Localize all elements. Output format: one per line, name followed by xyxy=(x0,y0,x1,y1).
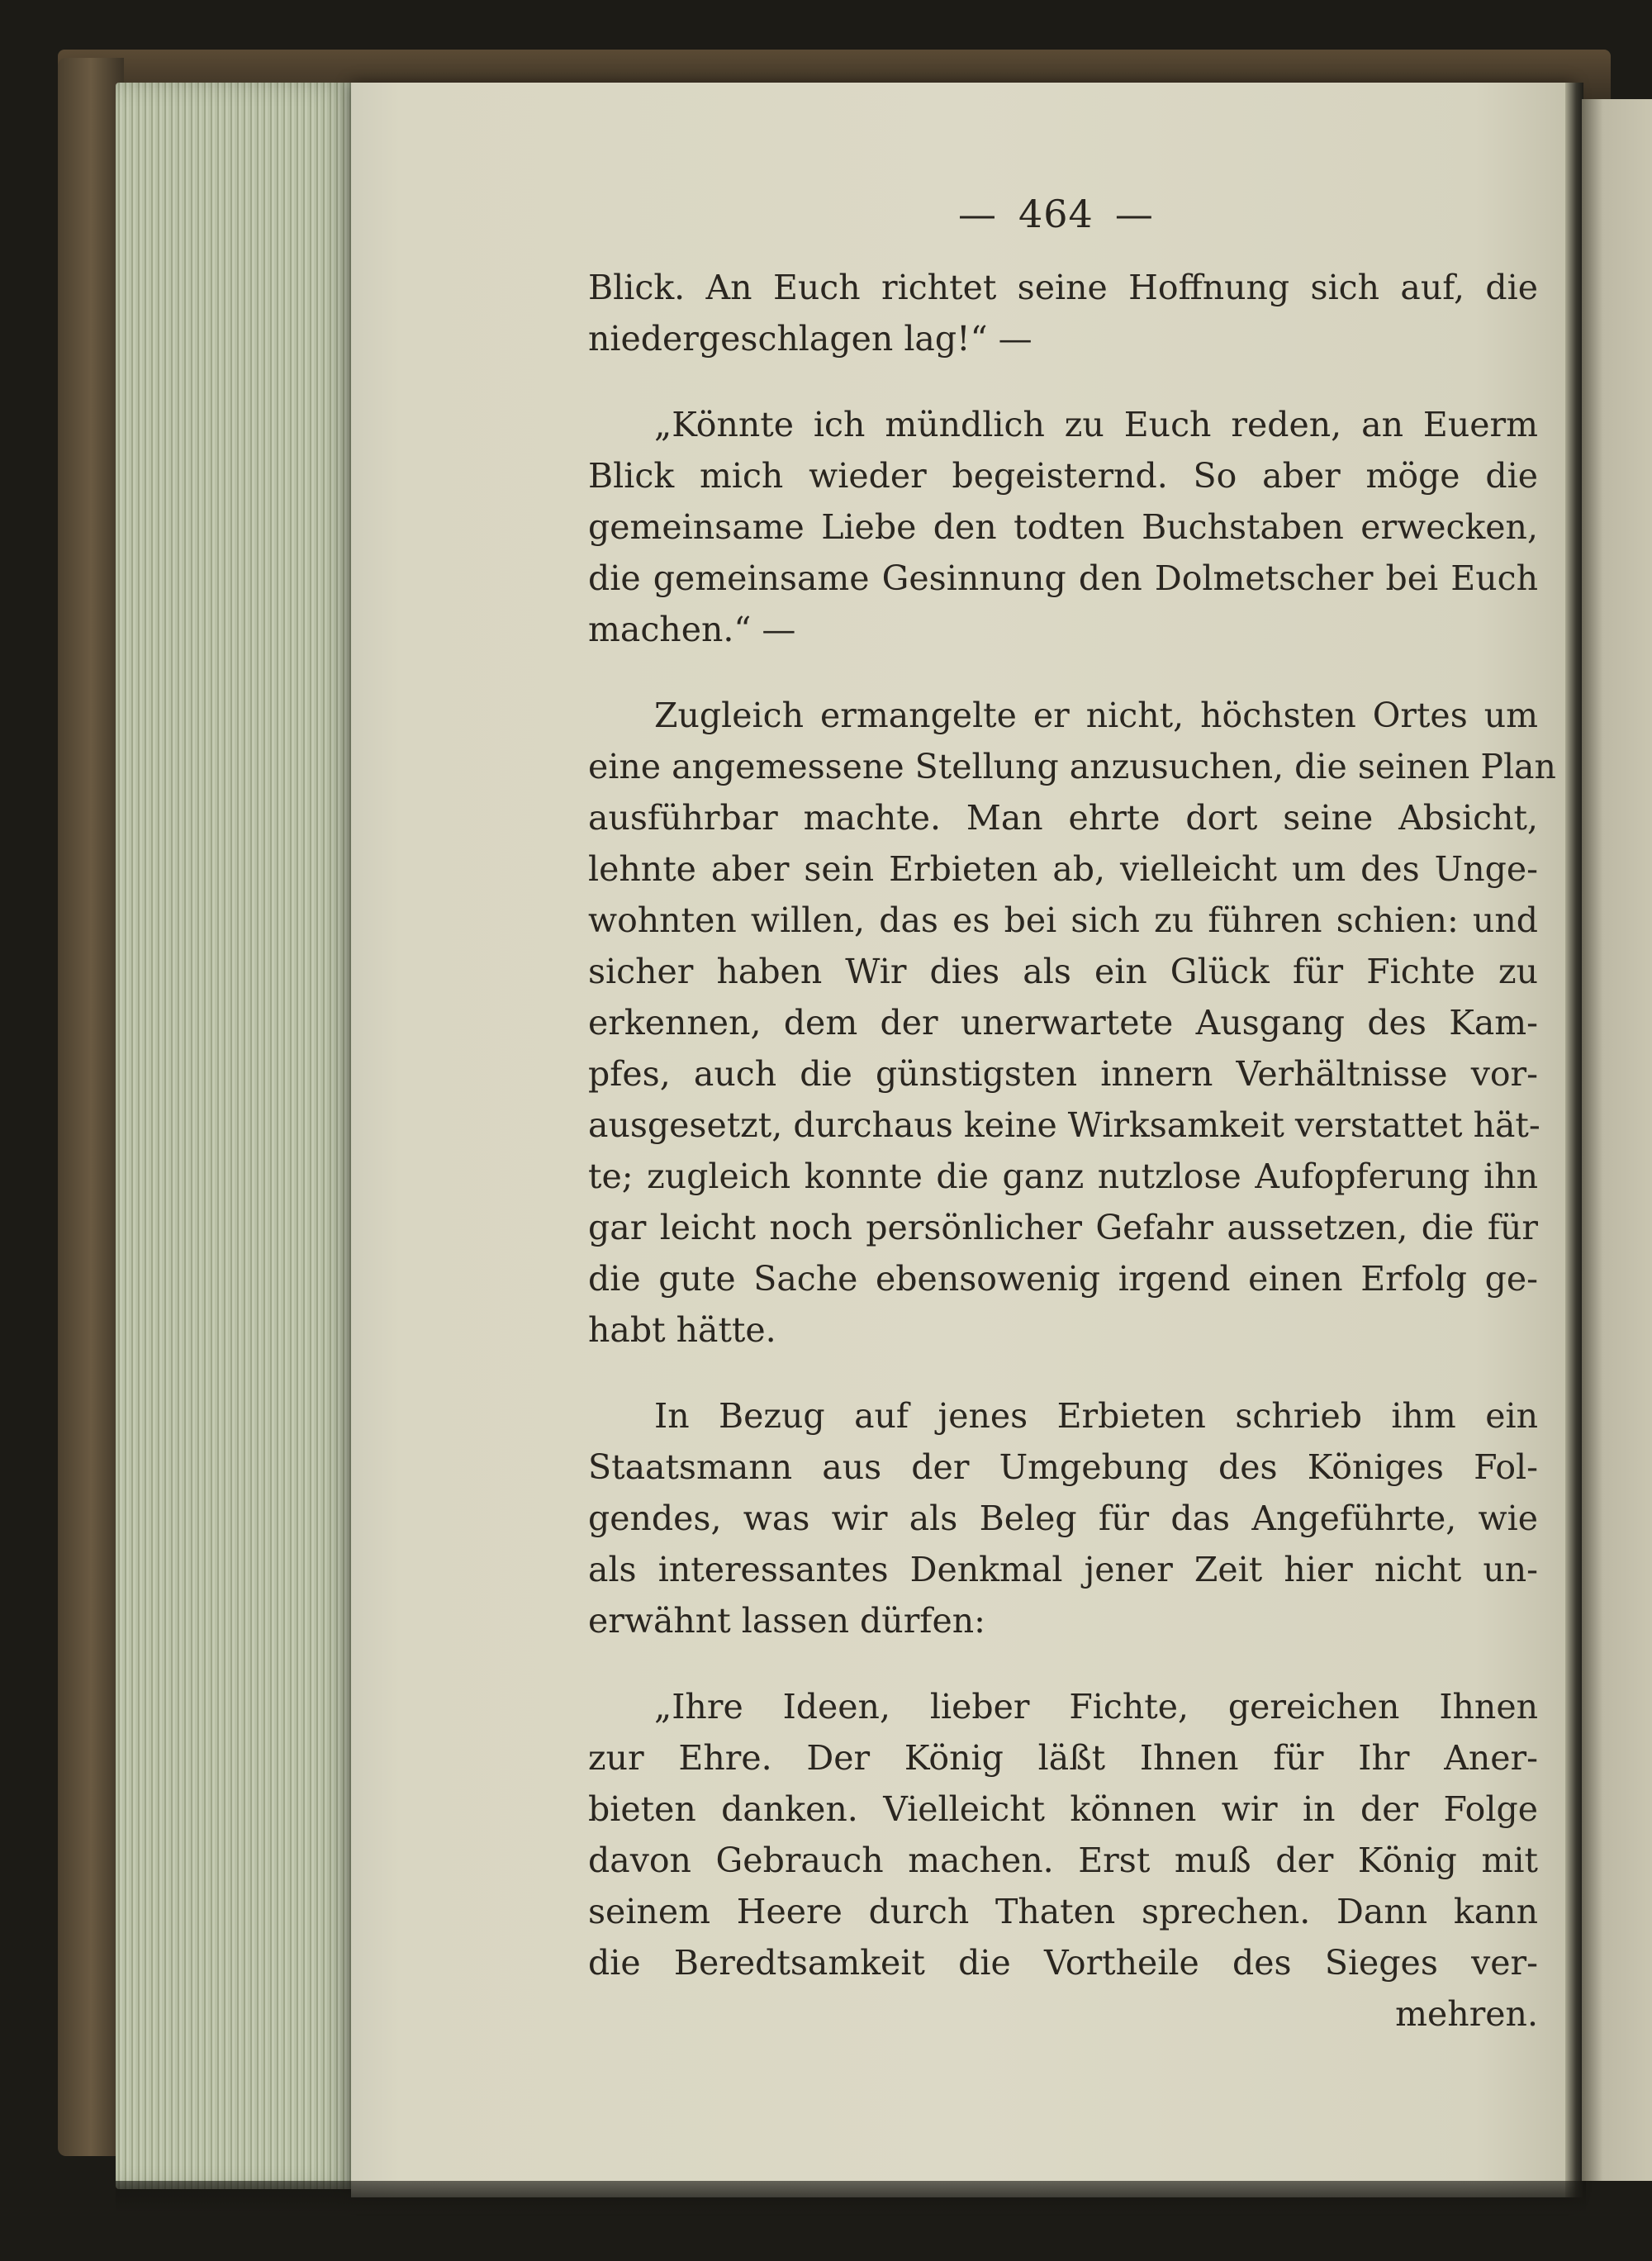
text-line: Blick mich wieder begeisternd. So aber möge die xyxy=(588,456,1538,496)
text-line: mehren. xyxy=(1395,1994,1538,2034)
text-line: seinem Heere durch Thaten sprechen. Dann kann xyxy=(588,1892,1538,1931)
text-line: gemeinsame Liebe den todten Buchstaben erwecken, xyxy=(588,507,1538,547)
text-line: eine angemessene Stellung anzusuchen, die seinen Plan xyxy=(588,747,1556,786)
text-line: zur Ehre. Der König läßt Ihnen für Ihr Aner- xyxy=(588,1738,1538,1778)
paragraph xyxy=(588,1681,1538,2040)
page-number-value: 464 xyxy=(1018,192,1094,236)
paragraph xyxy=(588,399,1538,655)
text-line: gar leicht noch persönlicher Gefahr aussetzen, die für xyxy=(588,1208,1538,1247)
text-line: Zugleich ermangelte er nicht, höchsten Ortes um xyxy=(654,696,1538,735)
next-page-sliver xyxy=(1582,99,1652,2181)
body-text xyxy=(588,186,1556,2040)
text-line: gendes, was wir als Beleg für das Angeführte, wie xyxy=(588,1499,1538,1538)
text-line: als interessantes Denkmal jener Zeit hier nicht un- xyxy=(588,1550,1538,1589)
text-line: ausführbar machte. Man ehrte dort seine Absicht, xyxy=(588,798,1538,838)
paragraph xyxy=(588,262,1538,364)
text-line: In Bezug auf jenes Erbieten schrieb ihm ein xyxy=(654,1396,1538,1436)
text-line: sicher haben Wir dies als ein Glück für Fichte zu xyxy=(588,952,1538,991)
text-line: „Ihre Ideen, lieber Fichte, gereichen Ihnen xyxy=(654,1687,1538,1727)
text-line: Blick. An Euch richtet seine Hoffnung sich auf, die xyxy=(588,268,1538,307)
page-number-dash-left: — xyxy=(958,192,997,236)
text-line: wohnten willen, das es bei sich zu führen schien: und xyxy=(588,900,1538,940)
text-line: te; zugleich konnte die ganz nutzlose Aufopferung ihn xyxy=(588,1157,1538,1196)
bottom-shadow xyxy=(116,2181,1586,2214)
paragraph xyxy=(588,690,1556,1356)
text-line: erwähnt lassen dürfen: xyxy=(588,1601,985,1641)
text-line: niedergeschlagen lag!“ — xyxy=(588,319,1032,359)
text-line: erkennen, dem der unerwartete Ausgang des Kam- xyxy=(588,1003,1538,1043)
text-line: bieten danken. Vielleicht können wir in der Folge xyxy=(588,1789,1538,1829)
text-line: ausgesetzt, durchaus keine Wirksamkeit verstattet hät- xyxy=(588,1105,1540,1145)
page-number-dash-right: — xyxy=(1114,192,1154,236)
page-block-edges xyxy=(116,83,355,2189)
text-line: Staatsmann aus der Umgebung des Königes Fol- xyxy=(588,1447,1538,1487)
text-line: die Beredtsamkeit die Vortheile des Sieges ver- xyxy=(588,1943,1538,1983)
text-line: machen.“ — xyxy=(588,610,796,649)
text-line: pfes, auch die günstigsten innern Verhältnisse vor- xyxy=(588,1054,1538,1094)
book-gutter xyxy=(1565,83,1583,2197)
paragraph xyxy=(588,1390,1538,1646)
book-spine-edge xyxy=(58,58,124,2156)
text-line: die gemeinsame Gesinnung den Dolmetscher bei Euch xyxy=(588,558,1538,598)
text-line: die gute Sache ebensowenig irgend einen Erfolg ge- xyxy=(588,1259,1538,1299)
text-line: lehnte aber sein Erbieten ab, vielleicht um des Unge- xyxy=(588,849,1538,889)
text-line: davon Gebrauch machen. Erst muß der König mit xyxy=(588,1841,1538,1880)
text-line: „Könnte ich mündlich zu Euch reden, an Euerm xyxy=(654,405,1538,444)
text-line: habt hätte. xyxy=(588,1310,776,1350)
